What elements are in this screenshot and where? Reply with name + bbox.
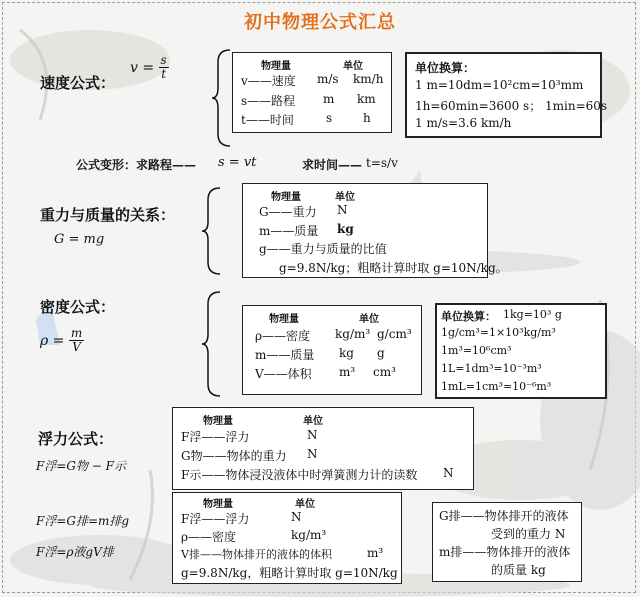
density-unit-conversion-box [435,303,607,399]
gravity-col-unit: 单位 [335,192,355,203]
speed-conversion-line: 1 m=10dm=10²cm=10³mm [415,78,584,92]
speed-row-name: v——速度 [241,74,296,88]
buoyancy1-col-unit: 单位 [303,416,323,427]
gravity-col-quantity: 物理量 [271,192,301,203]
speed-formula: v = $\frac{s}{t}$ [130,53,167,81]
buoyancy1-row-unit: N [443,466,454,480]
buoyancy-side-line: m排——物体排开的液体 [439,545,571,559]
density-row-unit: kg [339,346,354,360]
gravity-row-unit: kg [337,222,354,236]
gravity-ratio: g——重力与质量的比值 [259,242,387,256]
gravity-brace [200,186,224,276]
speed-brace [210,48,234,148]
density-conversion-line: 1L=1dm³=10⁻³m³ [441,362,542,375]
buoyancy-heading: 浮力公式： [38,430,114,448]
speed-conversion-title: 单位换算： [415,61,476,75]
density-formula: ρ = $\frac{m}{V}$ [40,326,83,354]
buoyancy1-row-unit: N [307,428,318,442]
gravity-row-unit: N [337,203,348,217]
speed-row-unit: km [357,92,376,106]
buoyancy2-row-unit: m³ [367,546,384,560]
buoyancy2-col-unit: 单位 [295,499,315,510]
buoyancy-formula-archimedes: F浮=G排=m排g [36,514,130,528]
buoyancy1-row-unit: N [307,447,318,461]
buoyancy-quantity-table-1 [172,407,474,490]
speed-row-unit: km/h [353,72,384,86]
buoyancy2-row-name: V排——物体排开的液体的体积 [181,548,332,561]
density-row-unit: m³ [339,365,356,379]
density-conversion-line: 1m³=10⁶cm³ [441,344,512,357]
speed-variant-distance: s = vt [218,155,257,170]
speed-col-quantity: 物理量 [261,61,291,72]
gravity-formula: G = mg [54,232,105,247]
buoyancy2-row-unit: N [291,510,302,524]
density-row-name: ρ——密度 [255,329,311,343]
buoyancy-formula-weighing: F浮=G物 − F示 [36,459,126,473]
density-row-unit: g/cm³ [377,327,412,341]
density-conversion-line: 1g/cm³=1×10³kg/m³ [441,326,556,339]
density-row-unit: cm³ [373,365,396,379]
speed-unit-conversion-box [405,52,608,138]
speed-quantity-table [232,52,392,133]
buoyancy-side-line: 受到的重力 N [491,527,566,541]
buoyancy-quantity-table-2 [172,492,402,584]
density-row-unit: kg/m³ [335,327,371,341]
buoyancy-side-line: G排——物体排开的液体 [439,509,569,523]
speed-heading: 速度公式： [40,74,116,92]
buoyancy-displaced-liquid-box [432,502,582,582]
density-col-unit: 单位 [359,314,379,325]
speed-variant-time: t=s/v [366,156,398,170]
gravity-quantity-table [242,183,508,278]
speed-row-unit: s [326,111,333,125]
buoyancy-formula-density: F浮=ρ液gV排 [36,545,114,559]
density-heading: 密度公式： [40,298,116,316]
speed-conversion-line: 1h=60min=3600 s； 1min=60s [415,99,608,113]
buoyancy-side-line: 的质量 kg [491,563,546,577]
speed-conversion-line: 1 m/s=3.6 km/h [415,116,512,130]
density-conversion-line: 1mL=1cm³=10⁻⁶m³ [441,380,552,393]
speed-row-name: t——时间 [241,113,294,127]
density-col-quantity: 物理量 [269,314,299,325]
density-row-unit: g [377,346,385,360]
speed-row-name: s——路程 [241,94,296,108]
gravity-row-name: m——质量 [259,224,319,238]
density-brace [200,290,224,398]
buoyancy2-col-quantity: 物理量 [203,499,233,510]
density-row-name: m——质量 [255,348,315,362]
speed-row-unit: h [363,111,371,125]
density-row-name: V——体积 [255,367,312,381]
speed-col-unit: 单位 [343,61,363,72]
density-quantity-table [242,305,422,395]
gravity-note: g=9.8N/kg；粗略计算时取 g=10N/kg。 [279,261,508,275]
speed-row-unit: m [323,92,335,106]
speed-row-unit: m/s [317,72,339,86]
buoyancy1-row-name: G物——物体的重力 [181,449,287,463]
buoyancy1-col-quantity: 物理量 [203,416,233,427]
buoyancy2-row-unit: kg/m³ [291,528,327,542]
speed-variant-time-label: 求时间—— [302,158,363,172]
buoyancy2-note: g=9.8N/kg，粗略计算时取 g=10N/kg [181,566,398,580]
gravity-row-name: G——重力 [259,205,317,219]
page-title: 初中物理公式汇总 [244,12,396,33]
buoyancy1-row-name: F浮——浮力 [181,430,250,444]
density-conversion-title: 单位换算： [441,310,496,323]
speed-variant-label: 公式变形：求路程—— [76,158,197,172]
density-conversion-first: 1kg=10³ g [503,308,562,321]
buoyancy2-row-name: F浮——浮力 [181,512,250,526]
buoyancy1-row-name: F示——物体浸没液体中时弹簧测力计的读数 [181,468,418,482]
buoyancy2-row-name: ρ——密度 [181,530,237,544]
gravity-heading: 重力与质量的关系： [40,206,176,224]
